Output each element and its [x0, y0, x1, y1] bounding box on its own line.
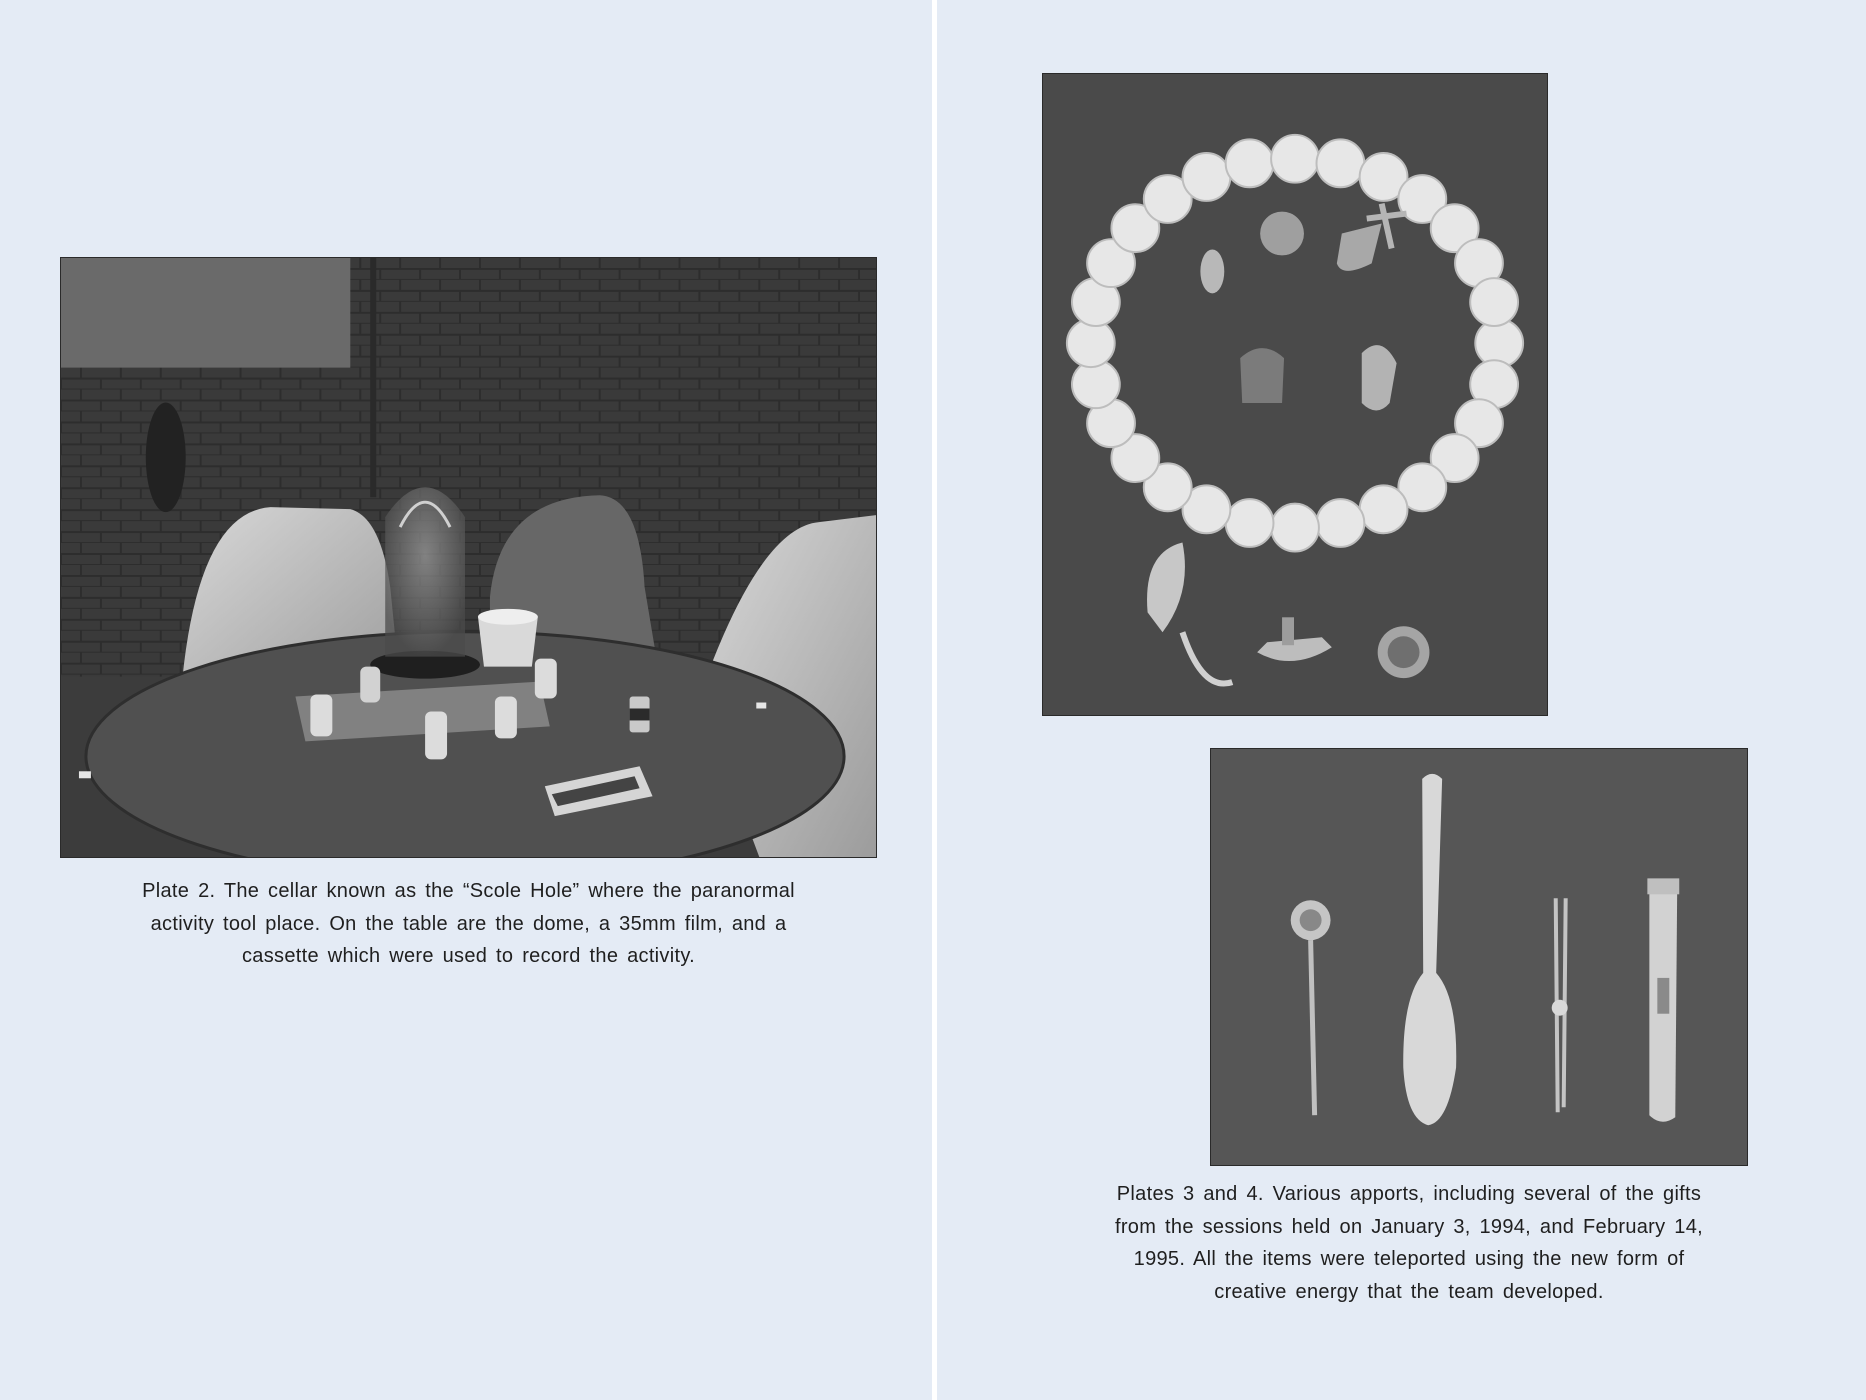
- plate-4-utensils-image: [1211, 749, 1747, 1165]
- necklace-bead: [1183, 153, 1231, 201]
- left-page: [0, 0, 932, 1400]
- caption-line: Plate 2. The cellar known as the “Scole Hole” where the paranormal: [142, 880, 795, 902]
- plate-2-cellar-image: [61, 258, 876, 857]
- necklace-bead: [1271, 135, 1319, 183]
- caption-line: cassette which were used to record the activity.: [242, 945, 695, 967]
- necklace-bead: [1470, 278, 1518, 326]
- caption-line: Plates 3 and 4. Various apports, including several of the gifts: [1116, 1183, 1702, 1205]
- plate-2-caption: [60, 875, 877, 973]
- plate-3-photo: [1042, 73, 1548, 716]
- caption-line: from the sessions held on January 3, 1994, and February 14,: [1114, 1215, 1704, 1238]
- caption-line: creative energy that the team developed.: [1214, 1280, 1604, 1303]
- necklace-bead: [1360, 485, 1408, 533]
- necklace-bead: [1226, 139, 1274, 187]
- necklace-bead: [1226, 499, 1274, 547]
- caption-line: 1995. All the items were teleported using the new form of: [1133, 1248, 1685, 1270]
- necklace-bead: [1271, 504, 1319, 552]
- plate-3-necklace-image: [1043, 74, 1547, 715]
- plate-4-photo: [1210, 748, 1748, 1166]
- necklace-bead: [1317, 499, 1365, 547]
- plates-3-4-caption: [1080, 1178, 1738, 1308]
- plate-2-photo: [60, 257, 877, 858]
- caption-line: activity tool place. On the table are the dome, a 35mm film, and a: [150, 912, 787, 935]
- right-page: [937, 0, 1866, 1400]
- necklace-bead: [1317, 139, 1365, 187]
